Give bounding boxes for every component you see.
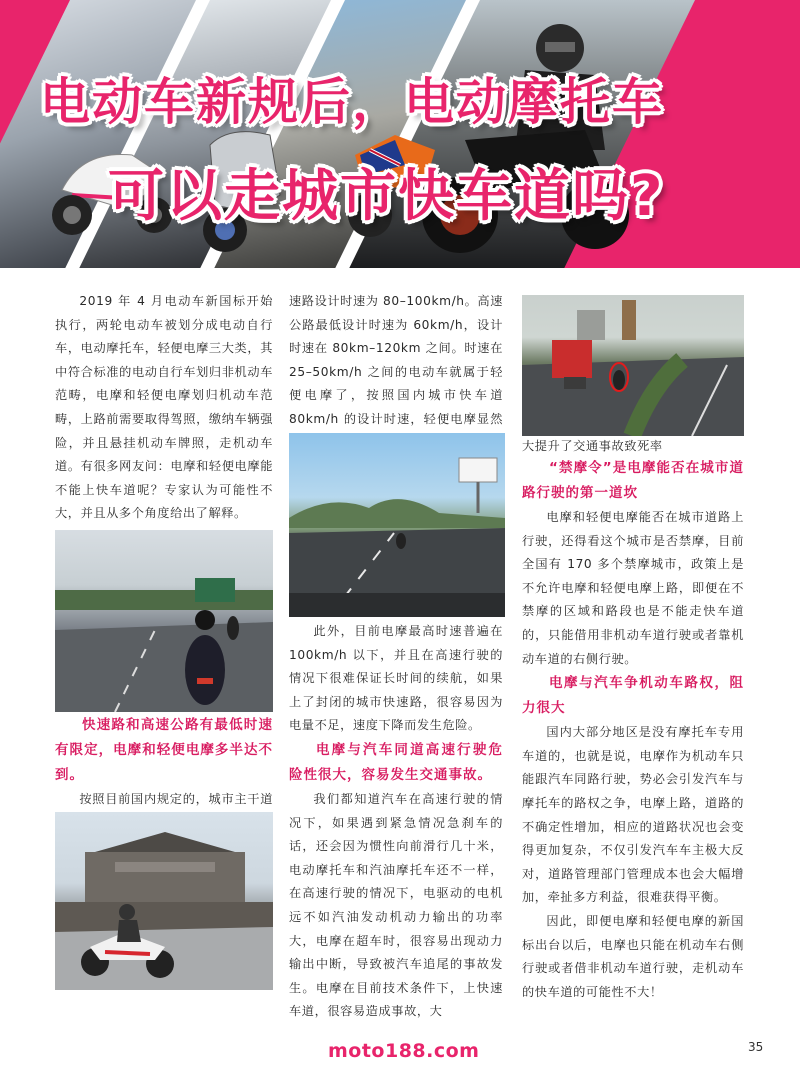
highway-riders-photo	[55, 530, 273, 712]
ban-paragraph: 电摩和轻便电摩能否在城市道路上行驶，还得看这个城市是否禁摩，目前全国有 170 多个禁摩城市，政策上是不允许电摩和轻便电摩上路，即便在不禁摩的区域和路段也是不能走快车道的，只能借用非机动车道行驶或者靠机动车道的右侧行驶。	[522, 510, 744, 666]
speed-paragraph: 按照目前国内规定的，城市主干道	[79, 792, 273, 806]
column-3	[522, 436, 744, 1004]
accident-paragraph: 我们都知道汽车在高速行驶的情况下，如果遇到紧急情况急刹车的话，还会因为惯性向前滑行几十米，电动摩托车和汽油摩托车还不一样，在高速行驶的情况下，电驱动的电机远不如汽油发动机动力输出的功率大，电摩在超车时，很容易出现动力输出中断，导致被汽车追尾的事故发生。电摩在目前技术条件下，上快速车道，很容易造成事故，大	[289, 791, 503, 1019]
section-heading-danger: 电摩与汽车同道高速行驶危险性很大，容易发生交通事故。	[289, 741, 503, 783]
column-2-lower	[289, 620, 503, 1024]
battery-paragraph: 此外，目前电摩最高时速普遍在 100km/h 以下，并且在高速行驶的情况下很难保证长时间的续航，如果上了封闭的城市快速路，很容易因为电量不足，速度下降而发生危险。	[289, 624, 503, 733]
speed-design-paragraph: 速路设计时速为 80–100km/h。高速公路最低设计时速为 60km/h，设计时速在 80km–120km 之间。时速在 25–50km/h 之间的电动车就属于轻便电摩了，按照国内城市快车道 80km/h 的设计时速，轻便电摩显然	[289, 294, 503, 426]
page-number: 35	[748, 1040, 764, 1054]
conclusion-paragraph: 因此，即便电摩和轻便电摩的新国标出台以后，电摩也只能在机动车右侧行驶或者借非机动车道行驶，走机动车的快车道的可能性不大！	[522, 913, 744, 999]
column-1	[55, 290, 273, 526]
title-line-1: 电动车新规后，电动摩托车	[40, 73, 664, 131]
section-heading-ban: “禁摩令”是电摩能否在城市道路行驶的第一道坎	[522, 460, 744, 501]
header-banner	[0, 0, 800, 268]
title-line-2: 可以走城市快车道吗?	[108, 164, 665, 229]
section-heading-speed-limit: 快速路和高速公路有最低时速有限定，电摩和轻便电摩多半达不到。	[55, 717, 273, 783]
right-of-way-paragraph: 国内大部分地区是没有摩托车专用车道的，也就是说，电摩作为机动车只能跟汽车同路行驶，势必会引发汽车与摩托车的路权之争，电摩上路，道路的不确定性增加，相应的道路状况也会变得更加复杂，不仅引发汽车车主极大反对，道路管理部门管理成本也会大幅增加，牵扯多方利益，很难获得平衡。	[522, 725, 744, 905]
section-heading-right-of-way: 电摩与汽车争机动车路权，阻力很大	[522, 675, 744, 717]
photo-caption: 大提升了交通事故致死率	[522, 439, 663, 453]
highway-truck-photo	[522, 295, 744, 436]
intro-paragraph: 2019 年 4 月电动车新国标开始执行，两轮电动车被划分成电动自行车，电动摩托车，轻便电摩三大类，其中符合标准的电动自行车划归非机动车范畴，电摩和轻便电摩划归机动车范畴，上路前需要取得驾照，缴纳车辆强险，并且悬挂机动车牌照，走机动车道。有很多网友问：电摩和轻便电摩能不能上快车道呢？专家认为可能性不大，并且从多个角度给出了解释。	[55, 294, 273, 521]
column-2	[289, 290, 503, 455]
site-url: moto188.com	[328, 1040, 480, 1062]
dashcam-highway-photo	[289, 433, 505, 617]
city-gate-rider-photo	[55, 812, 273, 990]
